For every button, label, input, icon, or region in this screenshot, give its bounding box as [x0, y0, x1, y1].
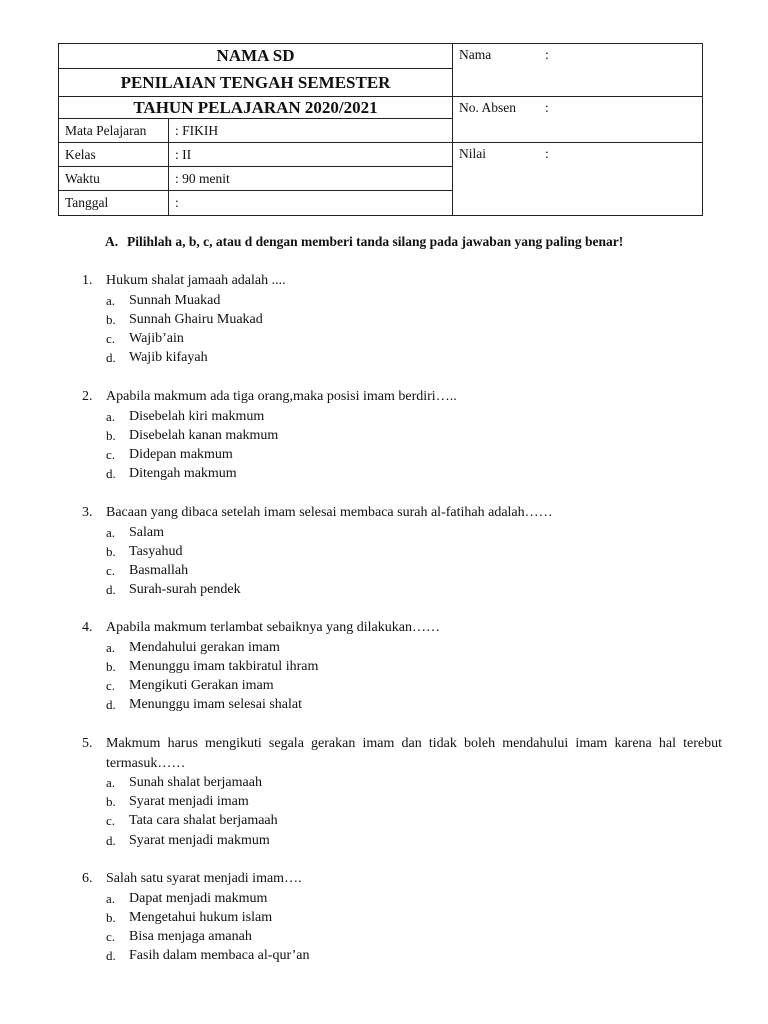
option-b[interactable]: b. Mengetahui hukum islam [106, 909, 273, 925]
option-c[interactable]: c. Didepan makmum [106, 446, 233, 462]
nilai-field: Nilai : [453, 143, 703, 216]
option-list [82, 407, 722, 484]
question-text: Apabila makmum ada tiga orang,maka posisi imam berdiri….. [106, 389, 457, 404]
option-a[interactable]: a. Sunah shalat berjamaah [106, 775, 262, 790]
option-list [82, 523, 722, 600]
question-6 [82, 869, 722, 965]
option-a[interactable]: a. Mendahului gerakan imam [106, 639, 280, 655]
question-number: 4. [82, 620, 93, 635]
option-a[interactable]: a. Disebelah kiri makmum [106, 408, 265, 424]
question-4 [82, 618, 722, 714]
question-3 [82, 503, 722, 599]
question-number: 6. [82, 871, 93, 886]
question-text: Bacaan yang dibaca setelah imam selesai membaca surah al-fatihah adalah…… [106, 505, 553, 520]
question-number: 1. [82, 273, 93, 288]
exam-title: PENILAIAN TENGAH SEMESTER [59, 69, 453, 97]
question-text: Apabila makmum terlambat sebaiknya yang dilakukan…… [106, 620, 440, 635]
instruction [105, 234, 623, 250]
option-list [82, 291, 722, 368]
question-number: 3. [82, 505, 93, 520]
question-number: 2. [82, 389, 93, 404]
option-d[interactable]: d. Wajib kifayah [106, 350, 208, 366]
row-label: Tanggal [59, 191, 169, 216]
option-b[interactable]: b. Tasyahud [106, 543, 183, 559]
option-d[interactable]: d. Syarat menjadi makmum [106, 832, 270, 848]
option-d[interactable]: d. Surah-surah pendek [106, 582, 241, 598]
option-list [82, 889, 722, 966]
option-list [82, 773, 722, 850]
question-2 [82, 387, 722, 483]
option-b[interactable]: b. Menunggu imam takbiratul ihram [106, 658, 319, 674]
row-value: : FIKIH [169, 119, 453, 143]
row-label: Waktu [59, 167, 169, 191]
question-text: Salah satu syarat menjadi imam…. [106, 871, 302, 886]
row-label: Kelas [59, 143, 169, 167]
option-a[interactable]: a. Dapat menjadi makmum [106, 890, 268, 906]
option-c[interactable]: c. Basmallah [106, 562, 189, 578]
absen-field: No. Absen : [453, 97, 703, 143]
option-list [82, 638, 722, 715]
row-value: : II [169, 143, 453, 167]
row-value: : [169, 191, 453, 216]
option-a[interactable]: a. Salam [106, 524, 164, 540]
row-label: Mata Pelajaran [59, 119, 169, 143]
option-b[interactable]: b. Sunnah Ghairu Muakad [106, 311, 263, 327]
question-1 [82, 271, 722, 367]
row-value: : 90 menit [169, 167, 453, 191]
instruction-text: Pilihlah a, b, c, atau d dengan memberi tanda silang pada jawaban yang paling benar! [127, 234, 624, 249]
option-c[interactable]: c. Mengikuti Gerakan imam [106, 677, 274, 693]
question-number: 5. [82, 736, 93, 751]
option-c[interactable]: c. Bisa menjaga amanah [106, 928, 252, 944]
option-d[interactable]: d. Ditengah makmum [106, 466, 237, 482]
option-d[interactable]: d. Fasih dalam membaca al-qur’an [106, 948, 310, 964]
academic-year: TAHUN PELAJARAN 2020/2021 [59, 97, 453, 119]
option-c[interactable]: c. Wajib’ain [106, 330, 184, 346]
question-5 [82, 734, 722, 850]
option-b[interactable]: b. Syarat menjadi imam [106, 794, 249, 810]
option-d[interactable]: d. Menunggu imam selesai shalat [106, 697, 303, 713]
header-table [58, 43, 702, 215]
nama-field: Nama : [453, 44, 703, 97]
question-text: Hukum shalat jamaah adalah .... [106, 273, 286, 288]
option-b[interactable]: b. Disebelah kanan makmum [106, 427, 279, 443]
section-letter: A. [105, 234, 119, 249]
option-c[interactable]: c. Tata cara shalat berjamaah [106, 813, 278, 829]
option-a[interactable]: a. Sunnah Muakad [106, 292, 221, 308]
school-name: NAMA SD [59, 44, 453, 69]
question-text: Makmum harus mengikuti segala gerakan imam dan tidak boleh mendahului imam karena hal terebut termasuk…… [106, 736, 722, 771]
